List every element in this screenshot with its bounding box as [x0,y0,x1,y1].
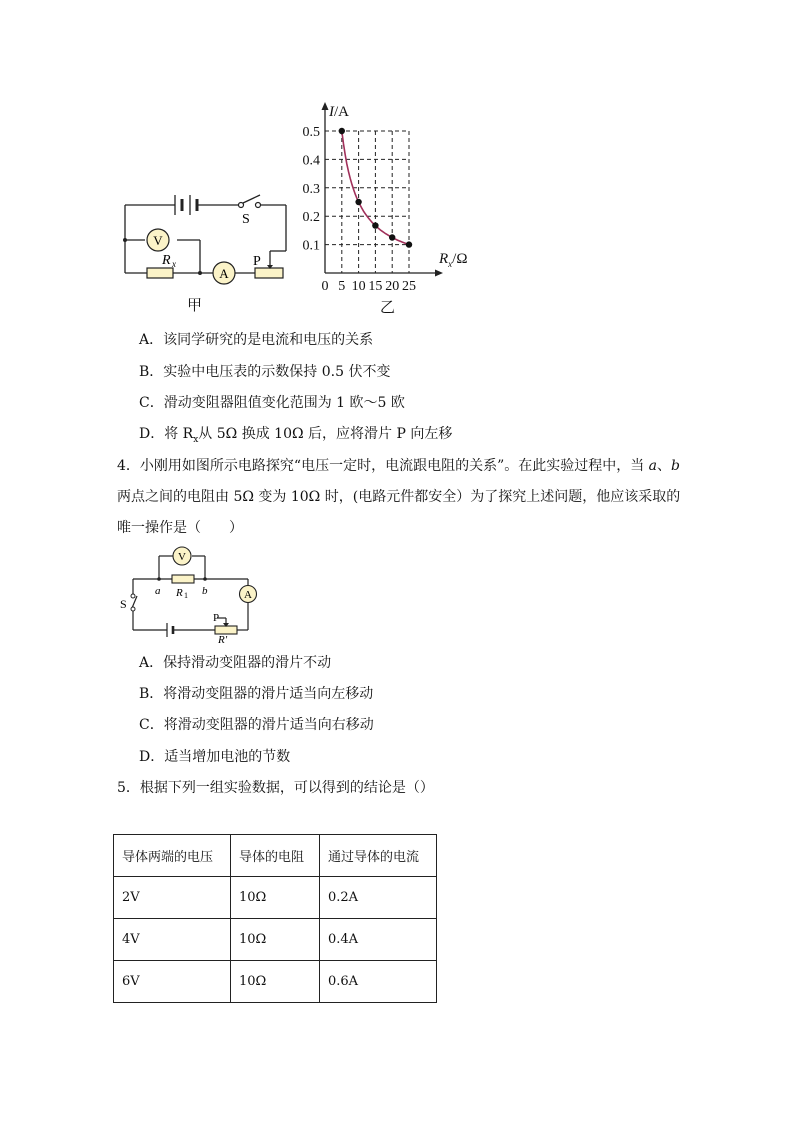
x-tick-label: 0 [321,279,329,294]
slider-label: P [253,254,261,269]
svg-text:A: A [244,589,252,601]
table-cell: 6V [114,961,231,1003]
table-header-row [114,835,437,877]
svg-text:P: P [213,612,220,624]
y-tick-label: 0.5 [302,125,320,140]
table-cell: 10Ω [231,877,320,919]
voltmeter-label: V [153,233,163,248]
svg-text:R′: R′ [218,634,228,645]
x-tick-label: 15 [368,279,383,294]
q4-stem-line1: 4．小刚用如图所示电路探究“电压一定时，电流跟电阻的关系”。在此实验过程中，当 a、b [117,458,680,474]
resistor-rx-label: R [162,253,171,268]
svg-text:b: b [202,585,208,597]
q4-option-d: D．适当增加电池的节数 [139,749,291,765]
x-tick-label: 5 [338,279,346,294]
table-cell: 2V [114,877,231,919]
q4-option-c: C．将滑动变阻器的滑片适当向右移动 [139,717,374,733]
svg-text:V: V [178,551,186,563]
circuit-diagram-q4 [115,545,265,645]
resistor-r1 [172,575,194,583]
x-tick-label: 10 [351,279,366,294]
table-cell: 10Ω [231,919,320,961]
q3-option-b: B．实验中电压表的示数保持 0.5 伏不变 [139,364,391,380]
data-table [113,834,437,1003]
y-axis-arrow [322,102,329,110]
rheostat [215,626,237,634]
table-cell: 0.2A [320,877,437,919]
data-point [389,234,395,240]
table-row [114,877,437,919]
x-tick-label: 25 [402,279,416,294]
table-header-cell: 导体两端的电压 [114,835,231,877]
q3-option-d: D．将 $R_x$从 5Ω 换成 10Ω 后，应将滑片 P 向左移 [139,426,453,445]
graph-caption-yi: 乙 [380,298,396,316]
x-axis-arrow [435,270,443,277]
svg-text:S: S [120,597,127,611]
y-tick-label: 0.2 [302,210,320,226]
data-point [355,199,361,205]
rheostat [255,268,283,278]
q5-stem: 5．根据下列一组实验数据，可以得到的结论是（） [117,780,434,796]
svg-text:R: R [176,587,183,599]
table-cell: 0.6A [320,961,437,1003]
y-tick-label: 0.3 [302,181,320,197]
q3-option-a: A．该同学研究的是电流和电压的关系 [139,332,374,348]
table-cell: 4V [114,919,231,961]
q4-option-a: A．保持滑动变阻器的滑片不动 [139,655,332,671]
data-point [406,241,412,247]
table-cell: 0.4A [320,919,437,961]
table-header-cell: 导体的电阻 [231,835,320,877]
table-row [114,961,437,1003]
q4-option-b: B．将滑动变阻器的滑片适当向左移动 [139,686,374,702]
q3-option-c: C．滑动变阻器阻值变化范围为 1 欧～5 欧 [139,395,405,411]
resistor-rx [147,268,173,278]
ammeter-label: A [219,266,229,281]
q4-stem-line2: 两点之间的电阻由 5Ω 变为 10Ω 时，(电路元件都安全）为了探究上述问题，他应该采取的 [117,489,681,505]
svg-text:1: 1 [184,591,188,600]
switch-blade [243,195,260,203]
current-resistance-graph [292,98,482,298]
y-axis-title: I/A [329,104,349,120]
y-tick-label: 0.4 [302,153,320,169]
svg-text:a: a [155,585,161,597]
x-tick-label: 20 [385,279,400,294]
x-axis-title: $R_x/\Omega$ [439,251,468,269]
table-cell: 10Ω [231,961,320,1003]
data-point [372,222,378,228]
table-header-cell: 通过导体的电流 [320,835,437,877]
svg-text:x: x [172,259,176,269]
data-point [339,128,345,134]
table-row [114,919,437,961]
switch-label: S [242,212,250,227]
q4-stem-line3: 唯一操作是（ ） [117,520,243,536]
circuit-diagram-jia [110,185,300,290]
y-tick-label: 0.1 [302,238,320,254]
circuit-caption-jia: 甲 [187,296,203,314]
